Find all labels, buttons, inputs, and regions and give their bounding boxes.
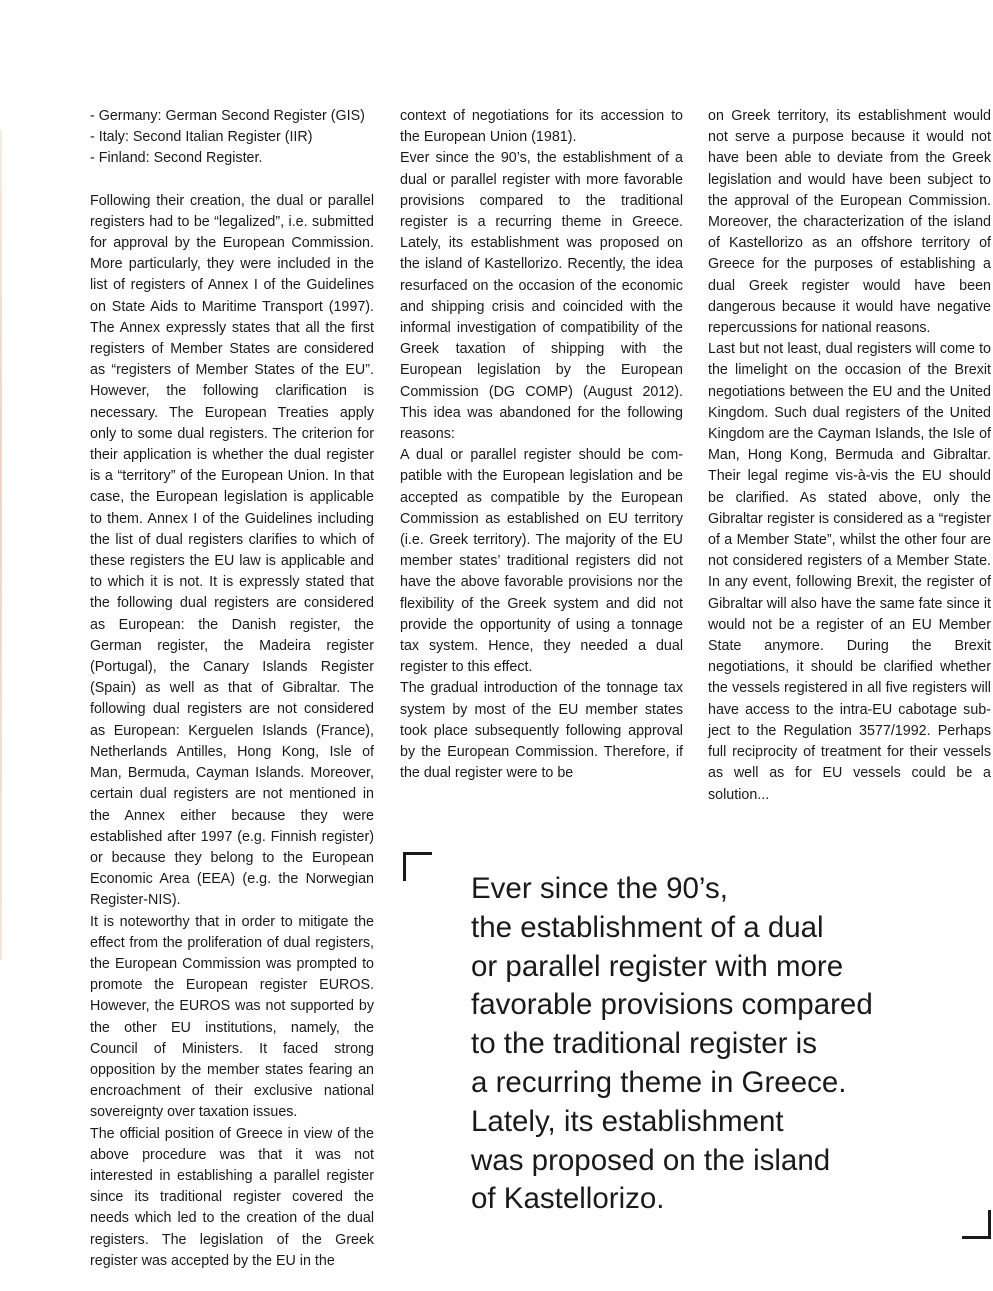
paragraph: context of negotiations for its accession to the European Union (1981). [400,108,683,146]
column-1 [90,106,374,1272]
column-3 [708,106,991,806]
paragraph: It is noteworthy that in order to mitigate the effect from the proliferation of dual registers, the European Commission was prompted to promote the European register EUROS. However, the EUROS was not supported by the other EU institutions, namely, the Council of Ministers. It faced strong opposition by the member states fearing an encroachment of their exclusive national sovereignty over taxation issues. [90,913,374,1121]
paragraph: The gradual introduction of the tonnage tax system by most of the EU member states took place subsequently following approval by the European Commission. Therefore, if the dual register were to be [400,680,683,782]
quote-corner-top-left [403,852,432,881]
pull-quote [471,870,941,1219]
pull-quote-line: was proposed on the island [471,1143,831,1177]
paragraph: on Greek territory, its establishment would not serve a purpose because it would not have been able to deviate from the Greek legislation and would have been subject to the approval of the European Commission. Moreover, the characterization of the island of Kastellorizo as an offshore territory of Greece for the purposes of establishing a dual Greek register would have been dangerous because it would have negative repercussions for national reasons. [708,108,991,337]
pull-quote-line: the establishment of a dual [471,910,824,944]
paragraph: The official position of Greece in view of the above procedure was that it was not interested in establishing a parallel register since its traditional register covered the needs which led to the creation of the dual registers. The legislation of the Greek register was accepted by the EU in the [90,1125,374,1269]
paragraph: A dual or parallel register should be compatible with the European legislation and be accepted as compatible by the European Commission as established on EU territory (i.e. Greek territory). The majority of the EU member states’ traditional registers did not have the above favorable provisions nor the flexibility of the Greek system and did not provide the opportunity of using a tonnage tax system. Hence, they needed a dual register to this effect. [400,447,683,676]
pull-quote-line: to the traditional register is [471,1027,817,1061]
paragraph: Ever since the 90’s, the establishment of a dual or parallel register with more favorable provisions compared to the traditional register is a recurring theme in Greece. Lately, its establishment was proposed on the island of Kastellorizo. Recently, the idea resurfaced on the occasion of the economic and shipping crisis and coincided with the informal investigation of compatibility of the Greek taxation of shipping with the European legislation by the European Commission (DG COMP) (August 2012). This idea was abandoned for the following reasons: [400,150,683,443]
list-item: - Italy: Second Italian Register (IIR) [90,129,313,146]
quote-corner-bottom-right [962,1210,991,1239]
list-item: - Finland: Second Register. [90,150,263,167]
pull-quote-line: favorable provisions compared [471,988,873,1022]
list-item: - Germany: German Second Register (GIS) [90,108,365,124]
pull-quote-line: Lately, its establishment [471,1104,784,1138]
pull-quote-line: Ever since the 90’s, [471,872,728,905]
page-edge-mark [0,130,2,960]
spacer [90,170,374,191]
pull-quote-line: of Kastellorizo. [471,1182,665,1216]
paragraph: Following their creation, the dual or parallel registers had to be “legalized”, i.e. submitted for approval by the European Commission. More particularly, they were included in the list of registers of Annex I of the Guidelines on State Aids to Maritime Transport (1997). The Annex expressly states that all the first registers of Member States are considered as “registers of Member States of the EU”. However, the following clarification is necessary. The European Treaties apply only to some dual registers. The criterion for their application is whether the dual register is a “territory” of the European Union. In that case, the European legislation is applicable to them. Annex I of the Guidelines including the list of dual registers clarifies to which of these registers the EU law is applicable and to which it is not. It is expressly stated that the following dual registers are considered as European: the Danish register, the German register, the Madeira register (Portugal), the Canary Islands Register (Spain) as well as that of Gibraltar. The following dual registers are not considered as European: Kerguelen Islands (France), Netherlands Antilles, Hong Kong, Isle of Man, Bermuda, Cayman Islands. Moreover, certain dual registers are not mentioned in the Annex either because they were established after 1997 (e.g. Finnish register) or because they belong to the European Economic Area (EEA) (e.g. the Norwegian Register-NIS). [90,192,374,909]
pull-quote-line: a recurring theme in Greece. [471,1065,847,1099]
paragraph: Last but not least, dual registers will come to the limelight on the occasion of the Brexit negotiations between the EU and the United Kingdom. Such dual registers of the United Kingdom are the Cayman Islands, the Isle of Man, Hong Kong, Bermuda and Gibraltar. Their legal regime vis-à-vis the EU should be clarified. As stated above, only the Gibraltar register is considered as a “register of a Member State”, whilst the other four are not considered registers of a Member State. In any event, following Brexit, the register of Gibraltar will also have the same fate since it would not be a register of an EU Member State anymore. During the Brexit negotiations, it should be clarified whether the vessels registered in all five registers will have access to the intra-EU cabotage subject to the Regulation 3577/1992. Perhaps full reciprocity of treatment for their vessels as well as for EU vessels could be a solution... [708,341,991,803]
pull-quote-line: or parallel register with more [471,949,844,983]
column-2 [400,106,683,785]
